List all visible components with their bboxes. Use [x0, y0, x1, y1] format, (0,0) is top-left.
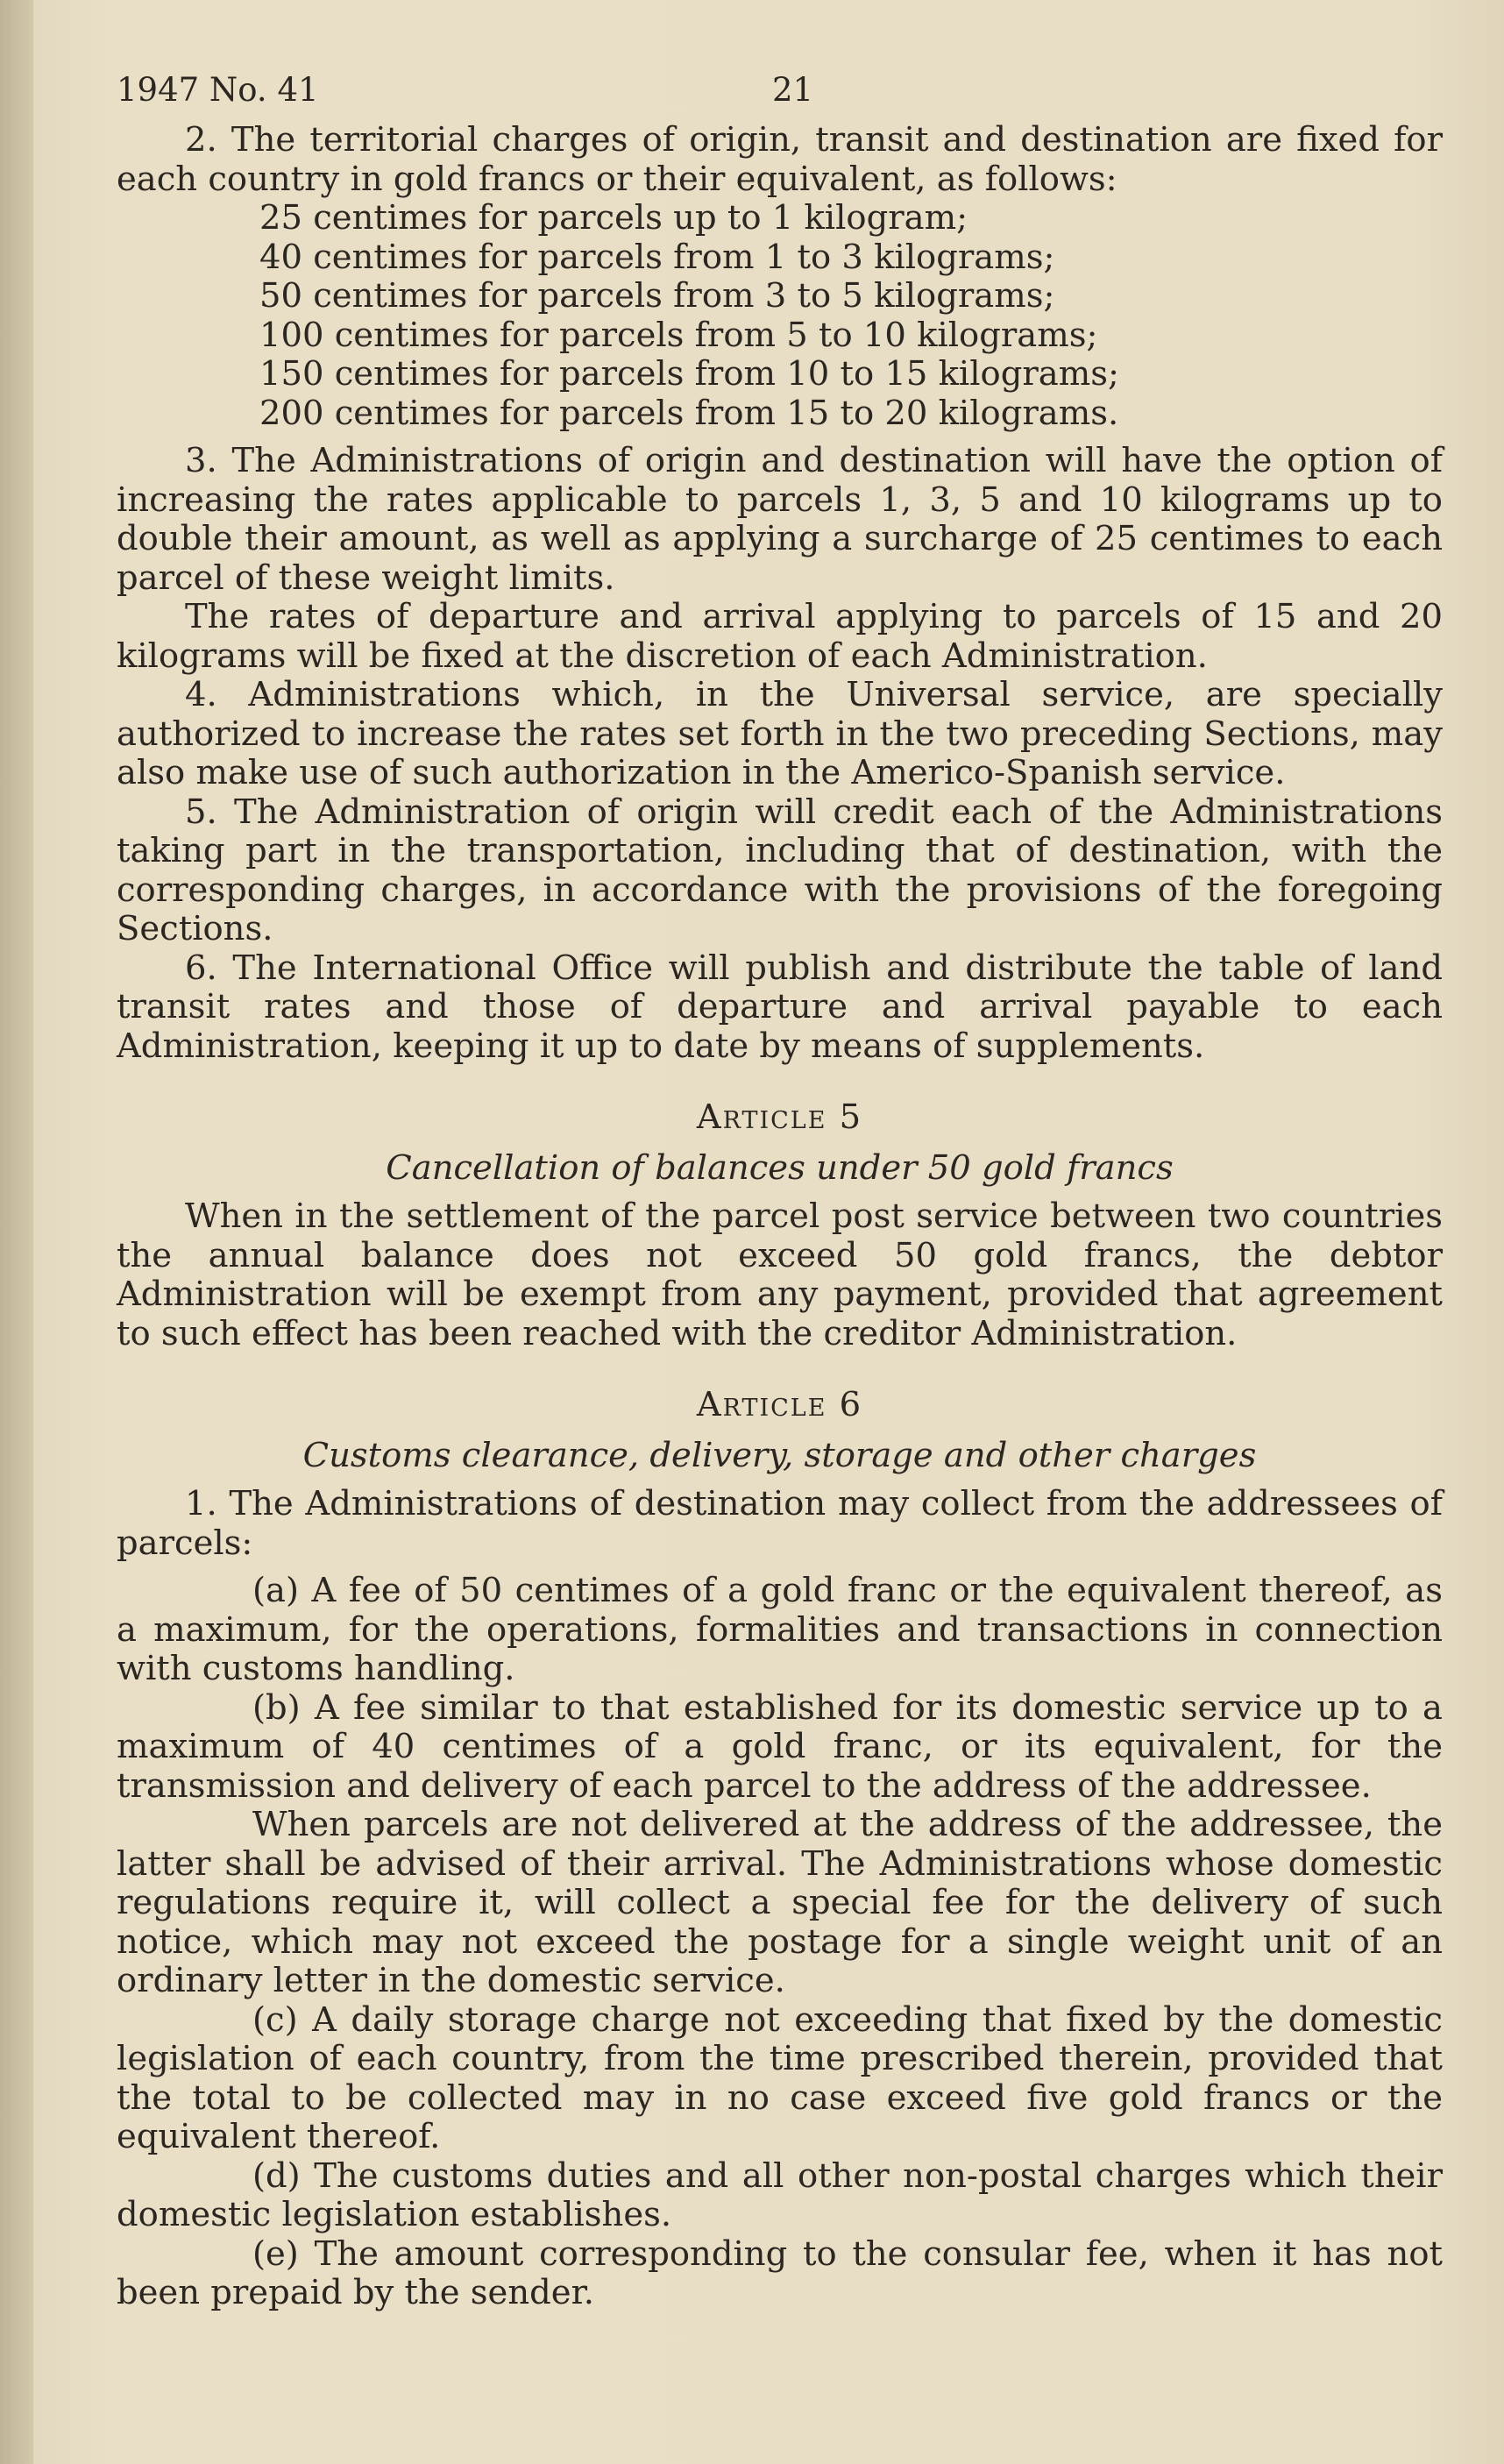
- article-6-item-b-note: When parcels are not delivered at the address of the addressee, the latter shall be advised of their arrival. The Administrations whose domestic regulations require it, will collect a special fee for the delivery of such notice, which may not exceed the postage for a single weight unit of an ordinary letter in the domestic service.: [117, 1805, 1443, 2000]
- article-5-title: Article 5: [696, 1097, 863, 1137]
- article-6-item-d: (d) The customs duties and all other non-postal charges which their domestic legislation establishes.: [117, 2155, 1443, 2234]
- article-6-subtitle: Customs clearance, delivery, storage and other charges: [302, 1436, 1257, 1475]
- article-6-item-a: (a) A fee of 50 centimes of a gold franc or the equivalent thereof, as a maximum, for the operations, formalities and transactions in connection with customs handling.: [117, 1571, 1443, 1688]
- article-6-item-c: (c) A daily storage charge not exceeding that fixed by the domestic legislation of each country, from the time prescribed therein, provided that the total to be collected may in no case exceed five gold francs or the equivalent thereof.: [117, 1999, 1443, 2156]
- rate-item: 50 centimes for parcels from 3 to 5 kilograms;: [259, 276, 1055, 316]
- article-6-title: Article 6: [696, 1385, 863, 1424]
- section-4-paragraph: 4. Administrations which, in the Universal service, are specially authorized to increase the rates set forth in the two preceding Sections, may also make use of such authorization in the Americo-Spanish service.: [117, 675, 1443, 792]
- section-3-paragraph: 3. The Administrations of origin and destination will have the option of increasing the rates applicable to parcels 1, 3, 5 and 10 kilograms up to double their amount, as well as applying a surcharge of 25 centimes to each parcel of these weight limits.: [117, 441, 1443, 598]
- page-binding-shadow: [0, 0, 33, 2464]
- rate-item: 100 centimes for parcels from 5 to 10 kilograms;: [259, 315, 1098, 355]
- article-6-intro: 1. The Administrations of destination may collect from the addressees of parcels:: [117, 1484, 1443, 1563]
- rate-item: 200 centimes for parcels from 15 to 20 kilograms.: [259, 393, 1119, 433]
- section-6-paragraph: 6. The International Office will publish and distribute the table of land transit rates and those of departure and arrival payable to each Administration, keeping it up to date by means of supplements.: [117, 948, 1443, 1066]
- rate-item: 25 centimes for parcels up to 1 kilogram;: [259, 198, 968, 238]
- header-year-number: 1947 No. 41: [117, 71, 319, 109]
- section-5-paragraph: 5. The Administration of origin will credit each of the Administrations taking part in the transportation, including that of destination, with the corresponding charges, in accordance with the provisions of the foregoing Sections.: [117, 792, 1443, 948]
- article-5-body: When in the settlement of the parcel post service between two countries the annual balance does not exceed 50 gold francs, the debtor Administration will be exempt from any payment, provided that agreement to such effect has been reached with the creditor Administration.: [117, 1196, 1443, 1353]
- rate-item: 150 centimes for parcels from 10 to 15 kilograms;: [259, 354, 1119, 394]
- page-number: 21: [772, 71, 814, 109]
- territorial-rates-list: [259, 199, 1443, 433]
- article-6-item-e: (e) The amount corresponding to the consular fee, when it has not been prepaid by the sender.: [117, 2233, 1443, 2312]
- document-body: [117, 121, 1443, 2313]
- article-6-item-b: (b) A fee similar to that established for its domestic service up to a maximum of 40 centimes of a gold franc, or its equivalent, for the transmission and delivery of each parcel to the address of the addressee.: [117, 1687, 1443, 1806]
- section-3-paragraph-2: The rates of departure and arrival applying to parcels of 15 and 20 kilograms will be fixed at the discretion of each Administration.: [117, 597, 1443, 676]
- page-header: [117, 68, 1443, 121]
- rate-item: 40 centimes for parcels from 1 to 3 kilograms;: [259, 237, 1055, 277]
- section-2-intro: 2. The territorial charges of origin, transit and destination are fixed for each country in gold francs or their equivalent, as follows:: [117, 120, 1443, 199]
- article-5-subtitle: Cancellation of balances under 50 gold francs: [386, 1148, 1174, 1188]
